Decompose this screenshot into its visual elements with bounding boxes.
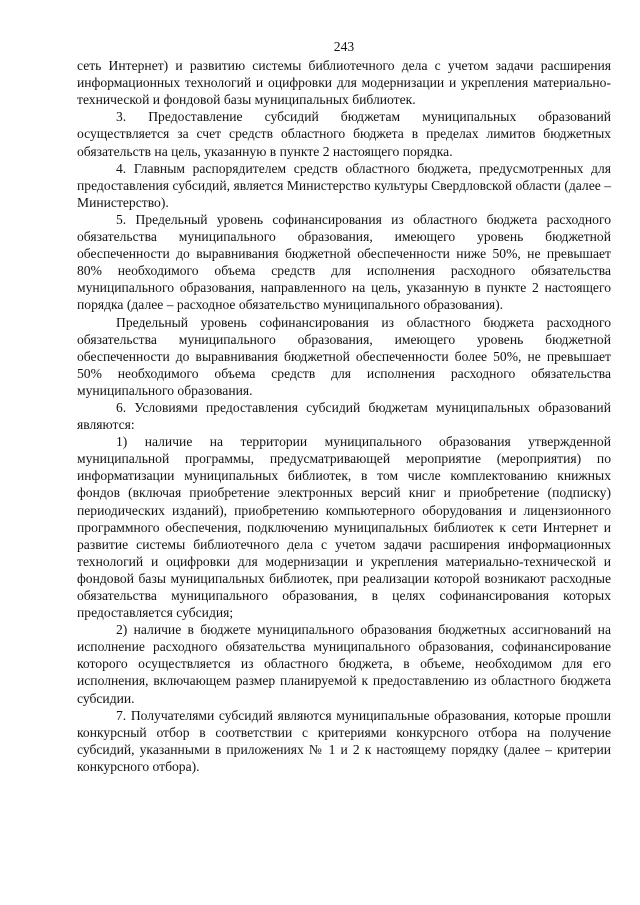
paragraph-item-6-subitem-2: 2) наличие в бюджете муниципального образования бюджетных ассигнований на исполнение расходного обязательства муниципального образования, софинансирование которого осуществляется из областного бюджета, в объеме, необходимом для его исполнения, включающем размер планируемой к предоставлению из областного бюджета субсидии. — [77, 622, 611, 706]
document-page — [77, 38, 611, 775]
paragraph-item-6-subitem-1: 1) наличие на территории муниципального образования утвержденной муниципальной программы, предусматривающей мероприятие (мероприятия) по информатизации муниципальных библиотек, в том числе комплектованию книжных фондов (включая приобретение электронных версий книг и приобретение (подписку) периодических изданий), приобретению компьютерного оборудования и лицензионного программного обеспечения, подключению муниципальных библиотек к сети Интернет и развитие системы библиотечного дела с учетом задачи расширения информационных технологий и оцифровки для модернизации и укрепления материально-технической и фондовой базы муниципальных библиотек, при реализации которой возникают расходные обязательства муниципального образования, в целях софинансирования которых предоставляется субсидия; — [77, 434, 611, 621]
paragraph-item-7: 7. Получателями субсидий являются муниципальные образования, которые прошли конкурсный отбор в соответствии с критериями конкурсного отбора на получение субсидий, указанными в приложениях № 1 и 2 к настоящему порядку (далее – критерии конкурсного отбора). — [77, 707, 611, 774]
paragraph-item-5-continued: Предельный уровень софинансирования из областного бюджета расходного обязательства муниципального образования, имеющего уровень бюджетной обеспеченности до выравнивания бюджетной обеспеченности более 50%, не превышает 50% необходимого объема средств для исполнения расходного обязательства муниципального образования. — [77, 314, 611, 398]
paragraph-item-4: 4. Главным распорядителем средств областного бюджета, предусмотренных для предоставления субсидий, является Министерство культуры Свердловской области (далее – Министерство). — [77, 160, 611, 210]
page-number: 243 — [333, 39, 355, 54]
paragraph-item-3: 3. Предоставление субсидий бюджетам муниципальных образований осуществляется за счет средств областного бюджета в пределах лимитов бюджетных обязательств на цель, указанную в пункте 2 настоящего порядка. — [77, 109, 611, 159]
paragraph-item-6: 6. Условиями предоставления субсидий бюджетам муниципальных образований являются: — [77, 399, 611, 433]
paragraph-item-5: 5. Предельный уровень софинансирования из областного бюджета расходного обязательства муниципального образования, имеющего уровень бюджетной обеспеченности до выравнивания бюджетной обеспеченности ниже 50%, не превышает 80% необходимого объема средств для исполнения расходного обязательства муниципального образования, направленного на цель, указанную в пункте 2 настоящего порядка (далее – расходное обязательство муниципального образования). — [77, 211, 611, 313]
paragraph-continuation: сеть Интернет) и развитию системы библиотечного дела с учетом задачи расширения информационных технологий и оцифровки для модернизации и укрепления материально-технической и фондовой базы муниципальных библиотек. — [77, 58, 611, 108]
